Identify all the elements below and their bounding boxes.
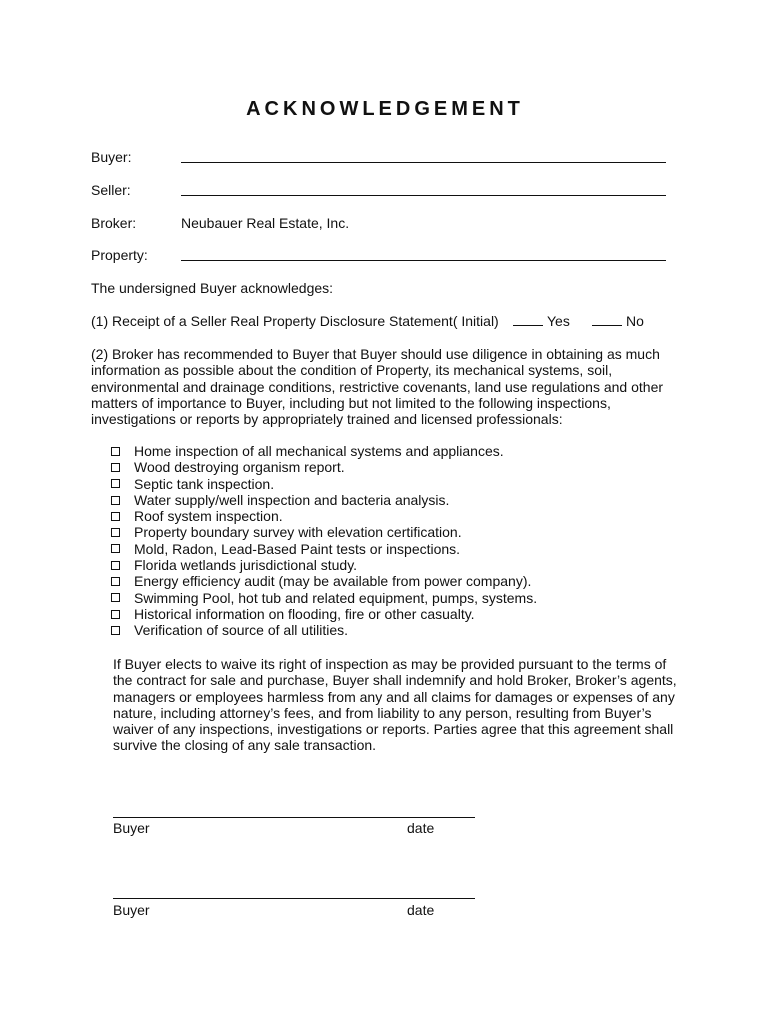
list-item[interactable]: Septic tank inspection. — [111, 476, 537, 492]
list-item[interactable]: Energy efficiency audit (may be available from power company). — [111, 573, 537, 589]
buyer-signature-label-1: Buyer — [113, 820, 150, 836]
list-item[interactable]: Florida wetlands jurisdictional study. — [111, 557, 537, 573]
no-option[interactable] — [592, 313, 644, 329]
checkbox-icon[interactable] — [111, 544, 120, 553]
broker-label: Broker: — [91, 215, 137, 231]
seller-field-line[interactable] — [181, 195, 666, 196]
seller-label: Seller: — [91, 182, 131, 198]
checkbox-icon[interactable] — [111, 512, 120, 521]
buyer-field-line[interactable] — [181, 162, 666, 163]
list-item[interactable]: Roof system inspection. — [111, 508, 537, 524]
no-label: No — [626, 313, 644, 329]
list-item[interactable]: Verification of source of all utilities. — [111, 622, 537, 638]
checkbox-icon[interactable] — [111, 577, 120, 586]
list-item[interactable]: Wood destroying organism report. — [111, 459, 537, 475]
list-item[interactable]: Mold, Radon, Lead-Based Paint tests or inspections. — [111, 541, 537, 557]
intro-text: The undersigned Buyer acknowledges: — [91, 280, 334, 296]
yes-option[interactable] — [513, 313, 570, 329]
yes-initial-blank[interactable] — [513, 315, 543, 326]
document-title: ACKNOWLEDGEMENT — [246, 98, 524, 120]
checkbox-icon[interactable] — [111, 593, 120, 602]
checkbox-icon[interactable] — [111, 610, 120, 619]
list-item[interactable]: Home inspection of all mechanical systems and appliances. — [111, 443, 537, 459]
buyer-label: Buyer: — [91, 149, 132, 165]
checkbox-icon[interactable] — [111, 626, 120, 635]
inspection-checklist — [111, 443, 537, 639]
list-item[interactable]: Water supply/well inspection and bacteria analysis. — [111, 492, 537, 508]
no-initial-blank[interactable] — [592, 315, 622, 326]
waiver-paragraph: If Buyer elects to waive its right of inspection as may be provided pursuant to the terms of the contract for sale and purchase, Buyer shall indemnify and hold Broker, Broker’s agents, managers or employees harmless from any and all claims for damages or expenses of any nature, including attorney’s fees, and from liability to any person, resulting from Buyer’s waiver of any inspections, investigations or reports. Parties agree that this agreement shall survive the closing of any sale transaction. — [113, 656, 677, 754]
date-label-2: date — [407, 902, 435, 918]
yes-label: Yes — [547, 313, 570, 329]
checkbox-icon[interactable] — [111, 447, 120, 456]
item1-text: (1) Receipt of a Seller Real Property Disclosure Statement( Initial) — [91, 313, 499, 329]
buyer-signature-line-1[interactable] — [113, 817, 475, 818]
date-label-1: date — [407, 820, 435, 836]
item2-paragraph: (2) Broker has recommended to Buyer that Buyer should use diligence in obtaining as much information as possible about the condition of Property, its mechanical systems, soil, environmental and drainage conditions, restrictive covenants, land use regulations and other matters of importance to Buyer, including but not limited to the following inspections, investigations or reports by appropriately trained and licensed professionals: — [91, 346, 664, 428]
checkbox-icon[interactable] — [111, 463, 120, 472]
buyer-signature-line-2[interactable] — [113, 898, 475, 899]
property-label: Property: — [91, 247, 148, 263]
broker-value: Neubauer Real Estate, Inc. — [181, 215, 350, 231]
buyer-signature-label-2: Buyer — [113, 902, 150, 918]
list-item[interactable]: Property boundary survey with elevation certification. — [111, 524, 537, 540]
list-item[interactable]: Historical information on flooding, fire or other casualty. — [111, 606, 537, 622]
list-item[interactable]: Swimming Pool, hot tub and related equipment, pumps, systems. — [111, 590, 537, 606]
checkbox-icon[interactable] — [111, 479, 120, 488]
checkbox-icon[interactable] — [111, 561, 120, 570]
checkbox-icon[interactable] — [111, 496, 120, 505]
property-field-line[interactable] — [181, 260, 666, 261]
checkbox-icon[interactable] — [111, 528, 120, 537]
